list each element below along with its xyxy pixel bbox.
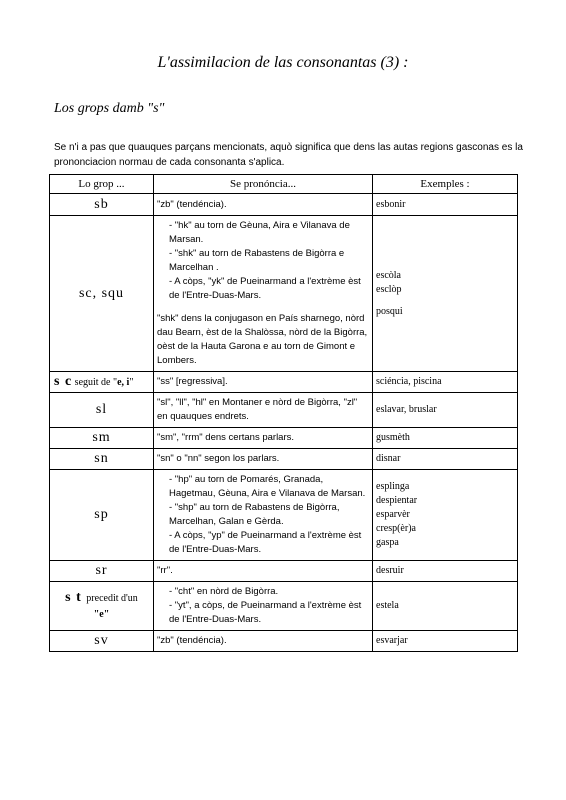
- example-word: gaspa: [376, 537, 399, 548]
- pronunciation-cell: [154, 194, 373, 216]
- group-vowel: "e": [93, 609, 110, 620]
- pronunciation-cell: [154, 449, 373, 470]
- pronunciation-line: "shk" dens la conjugason en País sharnego, nòrd dau Bearn, èst de la Shalòssa, nòrd de la Bigòrra, oèst de la Hauta Garona e au torn de Gimont e Lombers.: [157, 313, 368, 366]
- pronunciation-line: - "hp" au torn de Pomarés, Granada, Hagetmau, Gèuna, Aira e Vilanava de Marsan.: [169, 474, 366, 499]
- pronunciation-line: "sm", "rrm" dens certans parlars.: [157, 432, 295, 443]
- group-cell: sr: [50, 561, 154, 582]
- group-cell: sl: [50, 393, 154, 428]
- table-header-row: [50, 175, 518, 194]
- pronunciation-line: "rr".: [157, 565, 173, 576]
- table-row: [50, 631, 518, 652]
- group-cell: sc, squ: [50, 216, 154, 372]
- examples-cell: [373, 194, 518, 216]
- table-row: [50, 372, 518, 393]
- group-vowels: e, i: [117, 377, 130, 388]
- example-word: sciéncia, piscina: [376, 376, 442, 387]
- header-examples: Exemples :: [373, 175, 518, 194]
- examples-cell: [373, 449, 518, 470]
- pronunciation-cell: [154, 631, 373, 652]
- examples-cell: [373, 393, 518, 428]
- example-word: esvarjar: [376, 635, 408, 646]
- example-word: disnar: [376, 453, 401, 464]
- header-pronunciation: Se pronóncia...: [154, 175, 373, 194]
- table-row: [50, 561, 518, 582]
- examples-cell: [373, 631, 518, 652]
- spacer: [157, 303, 369, 312]
- table-row: [50, 582, 518, 631]
- header-group: Lo grop ...: [50, 175, 154, 194]
- example-word: posqui: [376, 305, 403, 317]
- pronunciation-cell: [154, 216, 373, 372]
- group-cell: sv: [50, 631, 154, 652]
- example-word: eslavar, bruslar: [376, 404, 437, 415]
- group-cell: sn: [50, 449, 154, 470]
- example-word: despientar: [376, 495, 418, 506]
- example-word: esclòp: [376, 283, 402, 295]
- page-title: L'assimilacion de las consonantas (3) :: [157, 54, 409, 71]
- pronunciation-line: - A còps, "yp" de Pueinarmand a l'extrème èst de l'Entre-Duas-Mars.: [169, 530, 362, 555]
- table-row: [50, 194, 518, 216]
- group-cell: [50, 582, 154, 631]
- pronunciation-line: - "cht" en nòrd de Bigòrra.: [169, 586, 279, 597]
- examples-cell: [373, 216, 518, 372]
- example-word: esparvèr: [376, 509, 410, 520]
- pronunciation-line: - "yt", a còps, de Pueinarmand a l'extrème èst de l'Entre-Duas-Mars.: [169, 600, 362, 625]
- examples-cell: [373, 561, 518, 582]
- pronunciation-cell: [154, 372, 373, 393]
- example-word: escòla: [376, 269, 401, 281]
- intro-paragraph: Se n'i a pas que quauques parçans mencionats, aquò significa que dens las autas regions gasconas es la prononciacion normau de cada consonanta s'aplica.: [54, 142, 523, 168]
- pronunciation-line: - "shk" au torn de Rabastens de Bigòrra e Marcelhan .: [169, 248, 345, 273]
- group-cell: sm: [50, 428, 154, 449]
- examples-cell: [373, 470, 518, 561]
- pronunciation-cell: [154, 470, 373, 561]
- pronunciation-cell: [154, 582, 373, 631]
- table-row: [50, 470, 518, 561]
- example-word: cresp(èr)a: [376, 523, 416, 534]
- group-letters: s c: [54, 374, 73, 389]
- section-subtitle: Los grops damb "s": [54, 101, 165, 116]
- pronunciation-line: "zb" (tendéncia).: [157, 198, 227, 210]
- pronunciation-line: - A còps, "yk" de Pueinarmand a l'extrème èst de l'Entre-Duas-Mars.: [169, 276, 361, 301]
- pronunciation-cell: [154, 393, 373, 428]
- pronunciation-cell: [154, 561, 373, 582]
- example-word: desruir: [376, 565, 404, 576]
- example-word: esplinga: [376, 481, 410, 492]
- table-row: [50, 216, 518, 372]
- pronunciation-line: "ss" [regressiva].: [157, 376, 228, 387]
- table-row: [50, 393, 518, 428]
- group-cell: sp: [50, 470, 154, 561]
- group-note-close: ": [129, 377, 134, 388]
- example-word: gusmèth: [376, 432, 410, 443]
- table-row: [50, 449, 518, 470]
- pronunciation-line: - "hk" au torn de Gèuna, Aira e Vilanava de Marsan.: [169, 220, 350, 245]
- consonant-table: [49, 174, 518, 652]
- pronunciation-line: "zb" (tendéncia).: [157, 635, 227, 646]
- group-cell: [50, 372, 154, 393]
- pronunciation-cell: [154, 428, 373, 449]
- group-note: precedit d'un: [86, 593, 138, 604]
- pronunciation-line: "sn" o "nn" segon los parlars.: [157, 453, 280, 464]
- group-letters: s t: [65, 590, 82, 605]
- examples-cell: [373, 582, 518, 631]
- group-cell: sb: [50, 194, 154, 216]
- examples-cell: [373, 372, 518, 393]
- group-note: seguit de ": [72, 377, 118, 388]
- example-word: esbonir: [376, 198, 406, 210]
- examples-cell: [373, 428, 518, 449]
- pronunciation-line: "sl", "ll", "hl" en Montaner e nòrd de Bigòrra, "zl" en quauques endrets.: [157, 397, 358, 422]
- example-word: estela: [376, 600, 399, 611]
- table-row: [50, 428, 518, 449]
- spacer: [376, 297, 514, 305]
- pronunciation-line: - "shp" au torn de Rabastens de Bigòrra, Marcelhan, Galan e Gèrda.: [169, 502, 340, 527]
